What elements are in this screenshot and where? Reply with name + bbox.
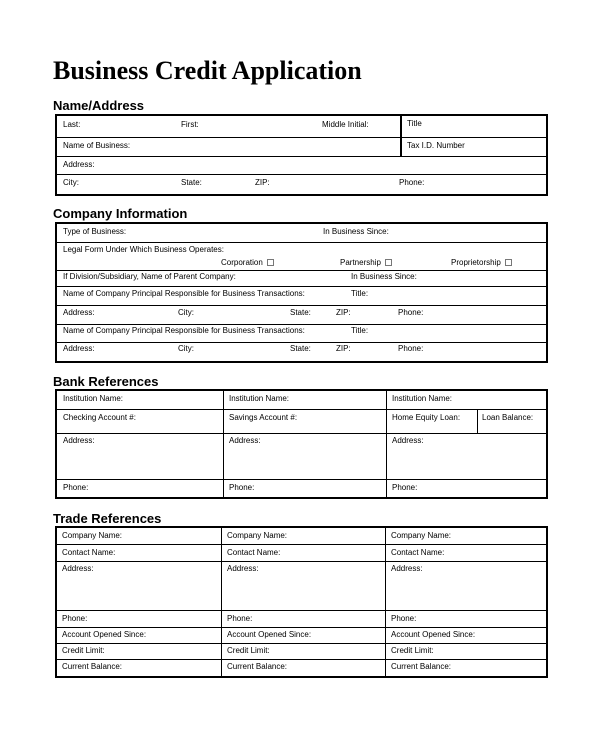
bank-2-institution-field[interactable]: Institution Name:	[229, 394, 290, 403]
trade-1-phone-field[interactable]: Phone:	[62, 614, 88, 623]
bank-1-address-field[interactable]: Address:	[63, 436, 95, 445]
partnership-option[interactable]	[340, 258, 392, 267]
trade-1-company-field[interactable]: Company Name:	[62, 531, 123, 540]
bank-address-row	[57, 434, 546, 480]
company-address-field-2[interactable]: Address:	[63, 344, 95, 353]
corporation-option[interactable]	[221, 258, 274, 267]
trade-1-balance-field[interactable]: Current Balance:	[62, 662, 123, 671]
corporation-checkbox[interactable]	[267, 259, 274, 266]
partnership-checkbox[interactable]	[385, 259, 392, 266]
parent-company-field[interactable]: If Division/Subsidiary, Name of Parent Company:	[63, 272, 236, 281]
page-title: Business Credit Application	[53, 56, 362, 85]
trade-2-phone-field[interactable]: Phone:	[227, 614, 253, 623]
proprietorship-label: Proprietorship	[451, 258, 501, 267]
loan-balance-divider	[477, 410, 478, 433]
principal-row-1	[57, 287, 546, 306]
company-zip-field-2[interactable]: ZIP:	[336, 344, 351, 353]
home-equity-loan-field[interactable]: Home Equity Loan:	[392, 413, 461, 422]
title-field[interactable]: Title	[407, 119, 422, 128]
trade-contact-row	[57, 545, 546, 562]
company-address-field-1[interactable]: Address:	[63, 308, 95, 317]
company-type-row	[57, 224, 546, 243]
bank-box	[55, 389, 548, 499]
principal-row-2	[57, 325, 546, 343]
trade-1-contact-field[interactable]: Contact Name:	[62, 548, 116, 557]
trade-phone-row	[57, 611, 546, 628]
bank-1-institution-field[interactable]: Institution Name:	[63, 394, 124, 403]
address-field[interactable]: Address:	[63, 160, 95, 169]
savings-account-field[interactable]: Savings Account #:	[229, 413, 298, 422]
bank-1-phone-field[interactable]: Phone:	[63, 483, 89, 492]
in-business-since-2-field[interactable]: In Business Since:	[351, 272, 417, 281]
company-state-field-2[interactable]: State:	[290, 344, 311, 353]
company-state-field-1[interactable]: State:	[290, 308, 311, 317]
trade-2-opened-field[interactable]: Account Opened Since:	[227, 630, 312, 639]
trade-opened-row	[57, 628, 546, 644]
section-heading-name-address: Name/Address	[53, 98, 145, 113]
company-address-row-1	[57, 306, 546, 325]
company-address-row-2	[57, 343, 546, 361]
proprietorship-option[interactable]	[451, 258, 512, 267]
bank-phone-row	[57, 480, 546, 497]
bank-institution-row	[57, 391, 546, 410]
business-name-row	[57, 138, 546, 157]
bank-account-row	[57, 410, 546, 434]
phone-field[interactable]: Phone:	[399, 178, 425, 187]
trade-1-opened-field[interactable]: Account Opened Since:	[62, 630, 147, 639]
name-address-box	[55, 114, 548, 196]
trade-3-address-field[interactable]: Address:	[391, 564, 423, 573]
first-name-field[interactable]: First:	[181, 120, 199, 129]
principal-title-field-2[interactable]: Title:	[351, 326, 369, 335]
principal-name-field-1[interactable]: Name of Company Principal Responsible for Business Transactions:	[63, 289, 305, 298]
checking-account-field[interactable]: Checking Account #:	[63, 413, 136, 422]
company-city-field-1[interactable]: City:	[178, 308, 194, 317]
city-row	[57, 175, 546, 194]
business-name-field[interactable]: Name of Business:	[63, 141, 131, 150]
trade-balance-row	[57, 660, 546, 676]
section-heading-company: Company Information	[53, 206, 188, 221]
trade-column-divider-2	[385, 528, 386, 676]
bank-3-institution-field[interactable]: Institution Name:	[392, 394, 453, 403]
title-divider	[400, 114, 402, 157]
trade-3-phone-field[interactable]: Phone:	[391, 614, 417, 623]
loan-balance-field[interactable]: Loan Balance:	[482, 413, 534, 422]
trade-3-opened-field[interactable]: Account Opened Since:	[391, 630, 476, 639]
trade-3-balance-field[interactable]: Current Balance:	[391, 662, 452, 671]
partnership-label: Partnership	[340, 258, 381, 267]
name-row	[57, 116, 546, 138]
proprietorship-checkbox[interactable]	[505, 259, 512, 266]
tax-id-field[interactable]: Tax I.D. Number	[407, 141, 465, 150]
last-name-field[interactable]: Last:	[63, 120, 81, 129]
trade-box	[55, 526, 548, 678]
company-zip-field-1[interactable]: ZIP:	[336, 308, 351, 317]
principal-name-field-2[interactable]: Name of Company Principal Responsible for Business Transactions:	[63, 326, 305, 335]
bank-3-address-field[interactable]: Address:	[392, 436, 424, 445]
city-field[interactable]: City:	[63, 178, 79, 187]
principal-title-field-1[interactable]: Title:	[351, 289, 369, 298]
trade-3-contact-field[interactable]: Contact Name:	[391, 548, 445, 557]
trade-3-credit-limit-field[interactable]: Credit Limit:	[391, 646, 434, 655]
trade-2-credit-limit-field[interactable]: Credit Limit:	[227, 646, 270, 655]
trade-1-address-field[interactable]: Address:	[62, 564, 94, 573]
trade-2-address-field[interactable]: Address:	[227, 564, 259, 573]
zip-field[interactable]: ZIP:	[255, 178, 270, 187]
address-row	[57, 157, 546, 175]
middle-initial-field[interactable]: Middle Initial:	[322, 120, 369, 129]
trade-column-divider-1	[221, 528, 222, 676]
company-box	[55, 222, 548, 363]
state-field[interactable]: State:	[181, 178, 202, 187]
trade-3-company-field[interactable]: Company Name:	[391, 531, 452, 540]
trade-2-company-field[interactable]: Company Name:	[227, 531, 288, 540]
type-of-business-field[interactable]: Type of Business:	[63, 227, 127, 236]
legal-form-row	[57, 243, 546, 271]
legal-form-label: Legal Form Under Which Business Operates:	[63, 245, 224, 254]
bank-2-address-field[interactable]: Address:	[229, 436, 261, 445]
bank-2-phone-field[interactable]: Phone:	[229, 483, 255, 492]
company-phone-field-2[interactable]: Phone:	[398, 344, 424, 353]
bank-column-divider-2	[386, 391, 387, 497]
company-phone-field-1[interactable]: Phone:	[398, 308, 424, 317]
corporation-label: Corporation	[221, 258, 263, 267]
trade-credit-row	[57, 644, 546, 660]
division-row	[57, 271, 546, 287]
section-heading-trade: Trade References	[53, 511, 162, 526]
section-heading-bank: Bank References	[53, 374, 159, 389]
bank-column-divider-1	[223, 391, 224, 497]
trade-address-row	[57, 562, 546, 611]
trade-2-balance-field[interactable]: Current Balance:	[227, 662, 288, 671]
company-city-field-2[interactable]: City:	[178, 344, 194, 353]
in-business-since-field[interactable]: In Business Since:	[323, 227, 389, 236]
trade-company-row	[57, 528, 546, 545]
bank-3-phone-field[interactable]: Phone:	[392, 483, 418, 492]
trade-1-credit-limit-field[interactable]: Credit Limit:	[62, 646, 105, 655]
trade-2-contact-field[interactable]: Contact Name:	[227, 548, 281, 557]
